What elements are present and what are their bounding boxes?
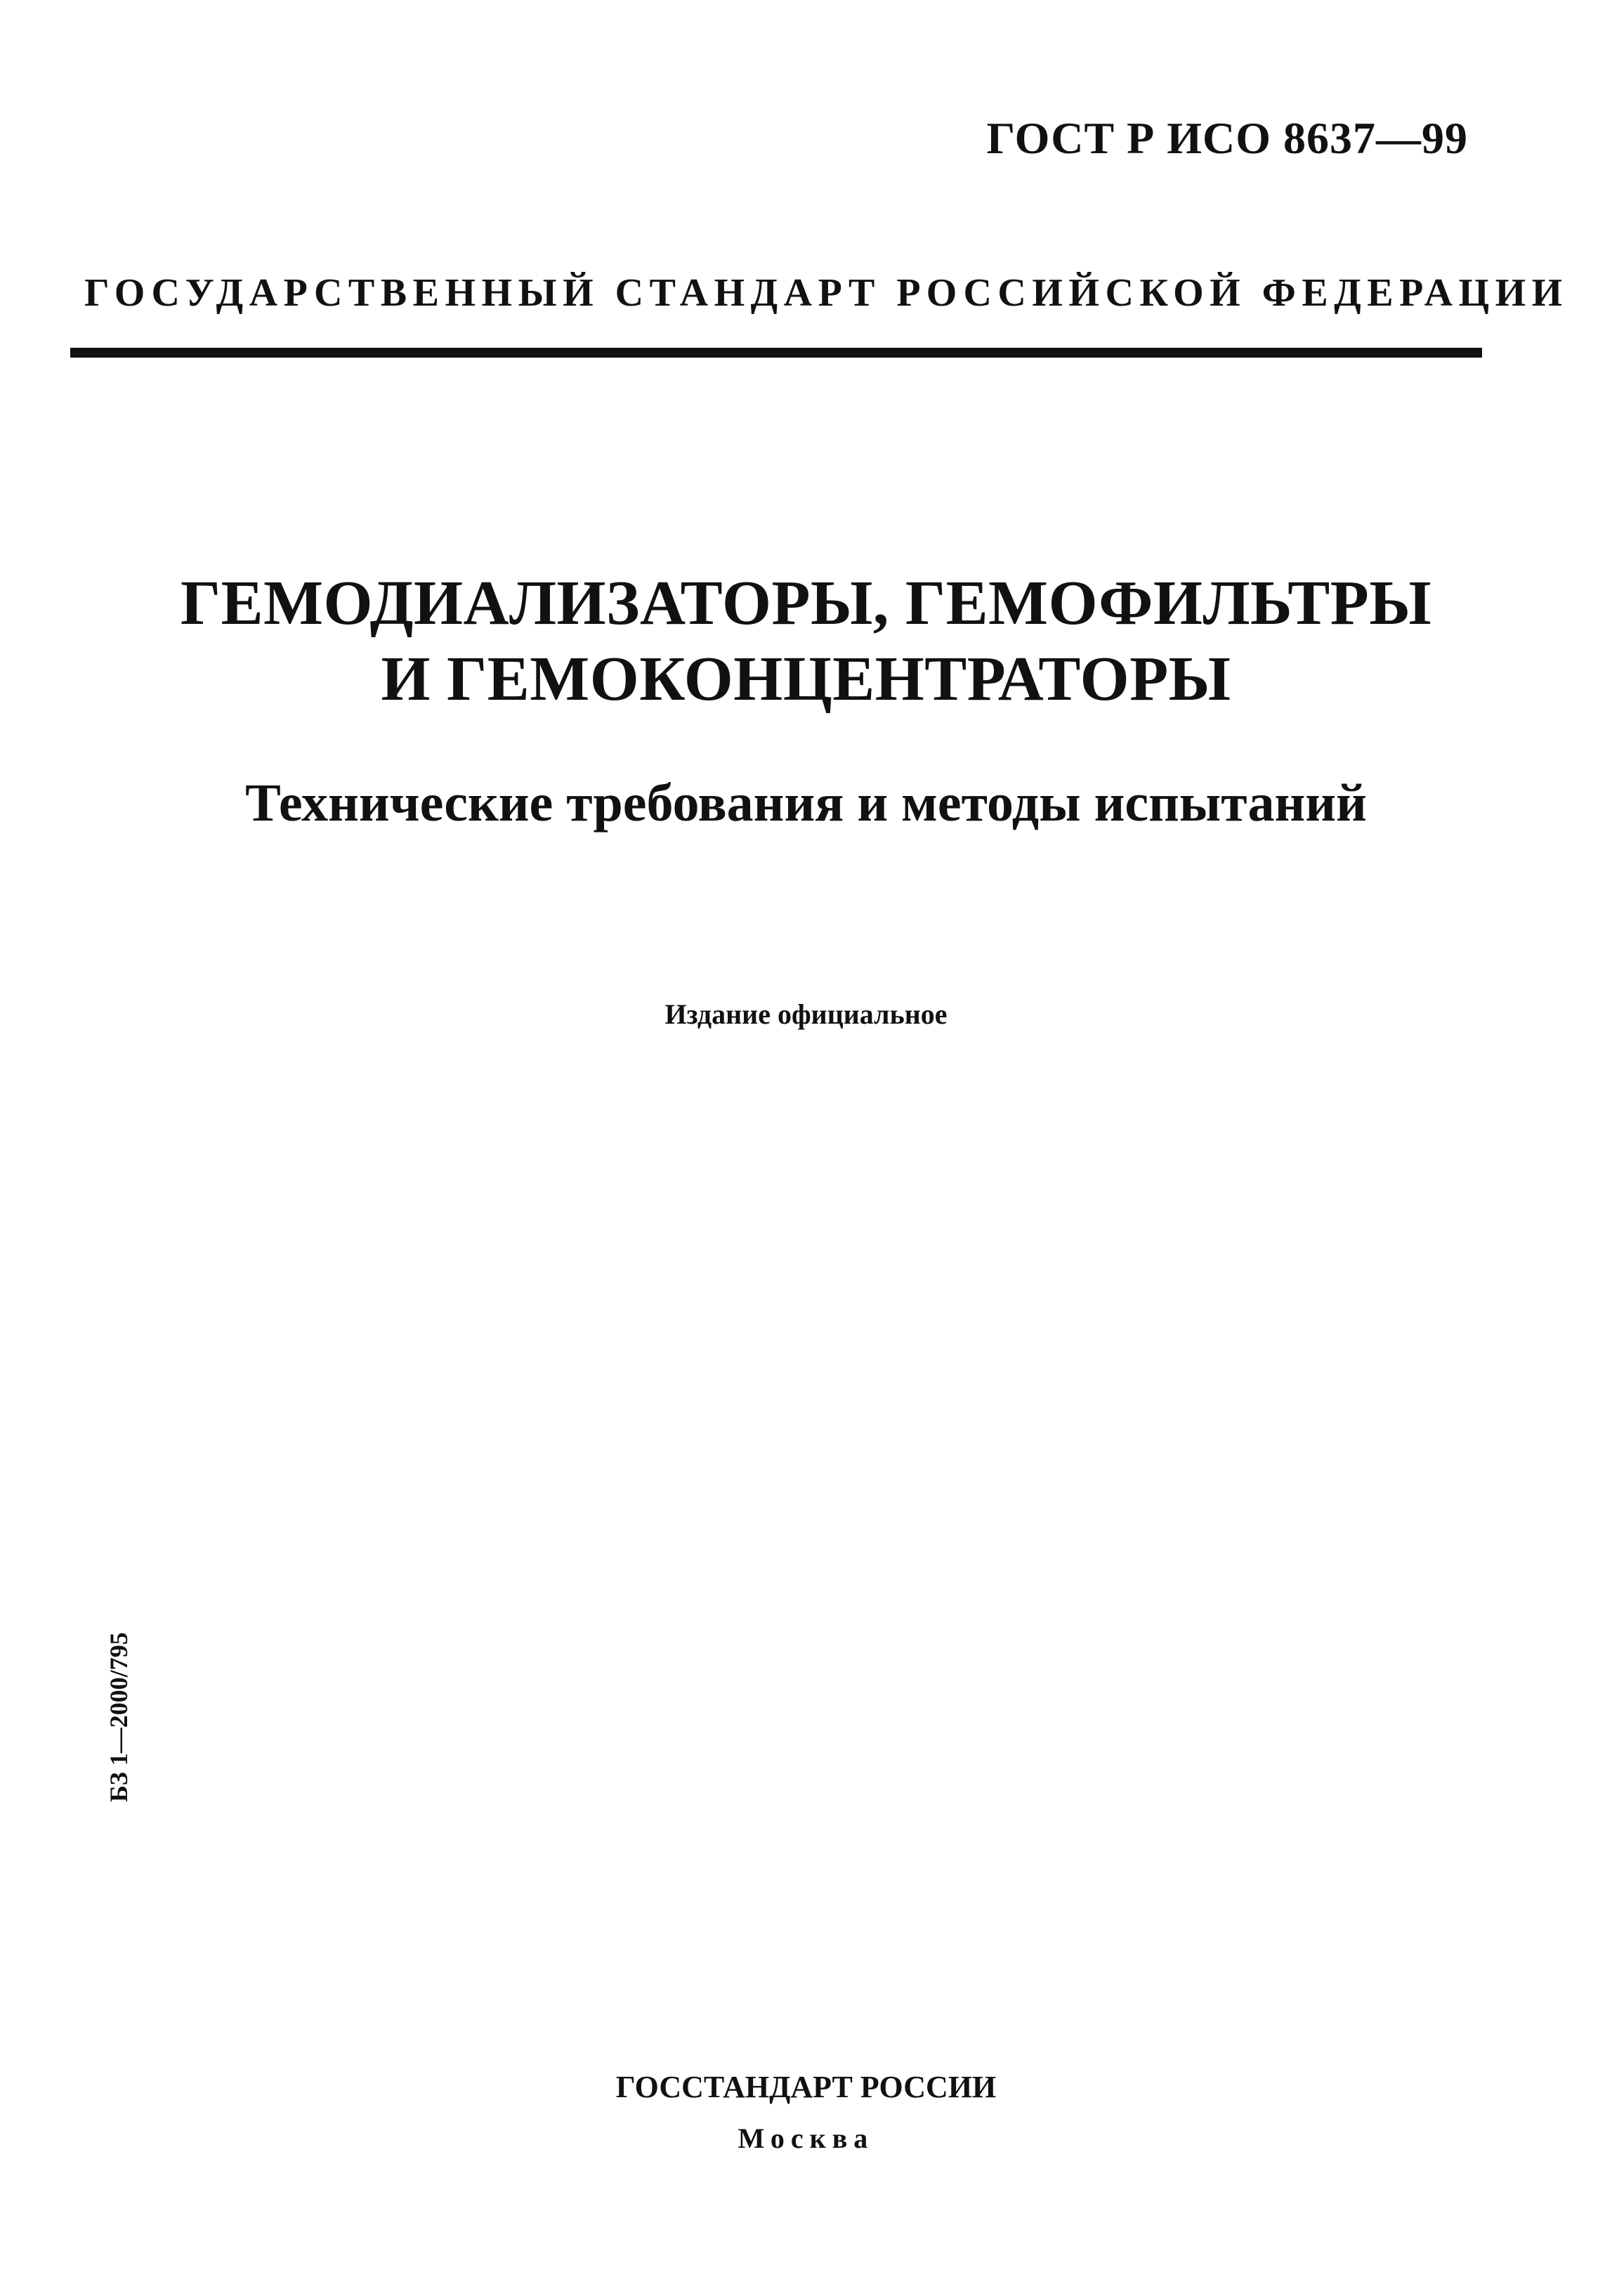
document-title bbox=[0, 566, 1612, 717]
header-rule bbox=[70, 348, 1482, 358]
title-line-2: И ГЕМОКОНЦЕНТРАТОРЫ bbox=[381, 644, 1231, 714]
title-line-1: ГЕМОДИАЛИЗАТОРЫ, ГЕМОФИЛЬТРЫ bbox=[180, 568, 1432, 638]
publisher-name: ГОССТАНДАРТ РОССИИ bbox=[615, 2070, 997, 2104]
edition-label: Издание официальное bbox=[664, 998, 948, 1030]
side-registration-code: БЗ 1—2000/795 bbox=[105, 1632, 133, 1802]
state-standard-heading: ГОСУДАРСТВЕННЫЙ СТАНДАРТ РОССИЙСКОЙ ФЕДЕРАЦИИ bbox=[84, 271, 1568, 315]
document-subtitle: Технические требования и методы испытаний bbox=[245, 774, 1367, 833]
publisher-city: Москва bbox=[738, 2122, 874, 2154]
document-code: ГОСТ Р ИСО 8637—99 bbox=[986, 113, 1468, 163]
